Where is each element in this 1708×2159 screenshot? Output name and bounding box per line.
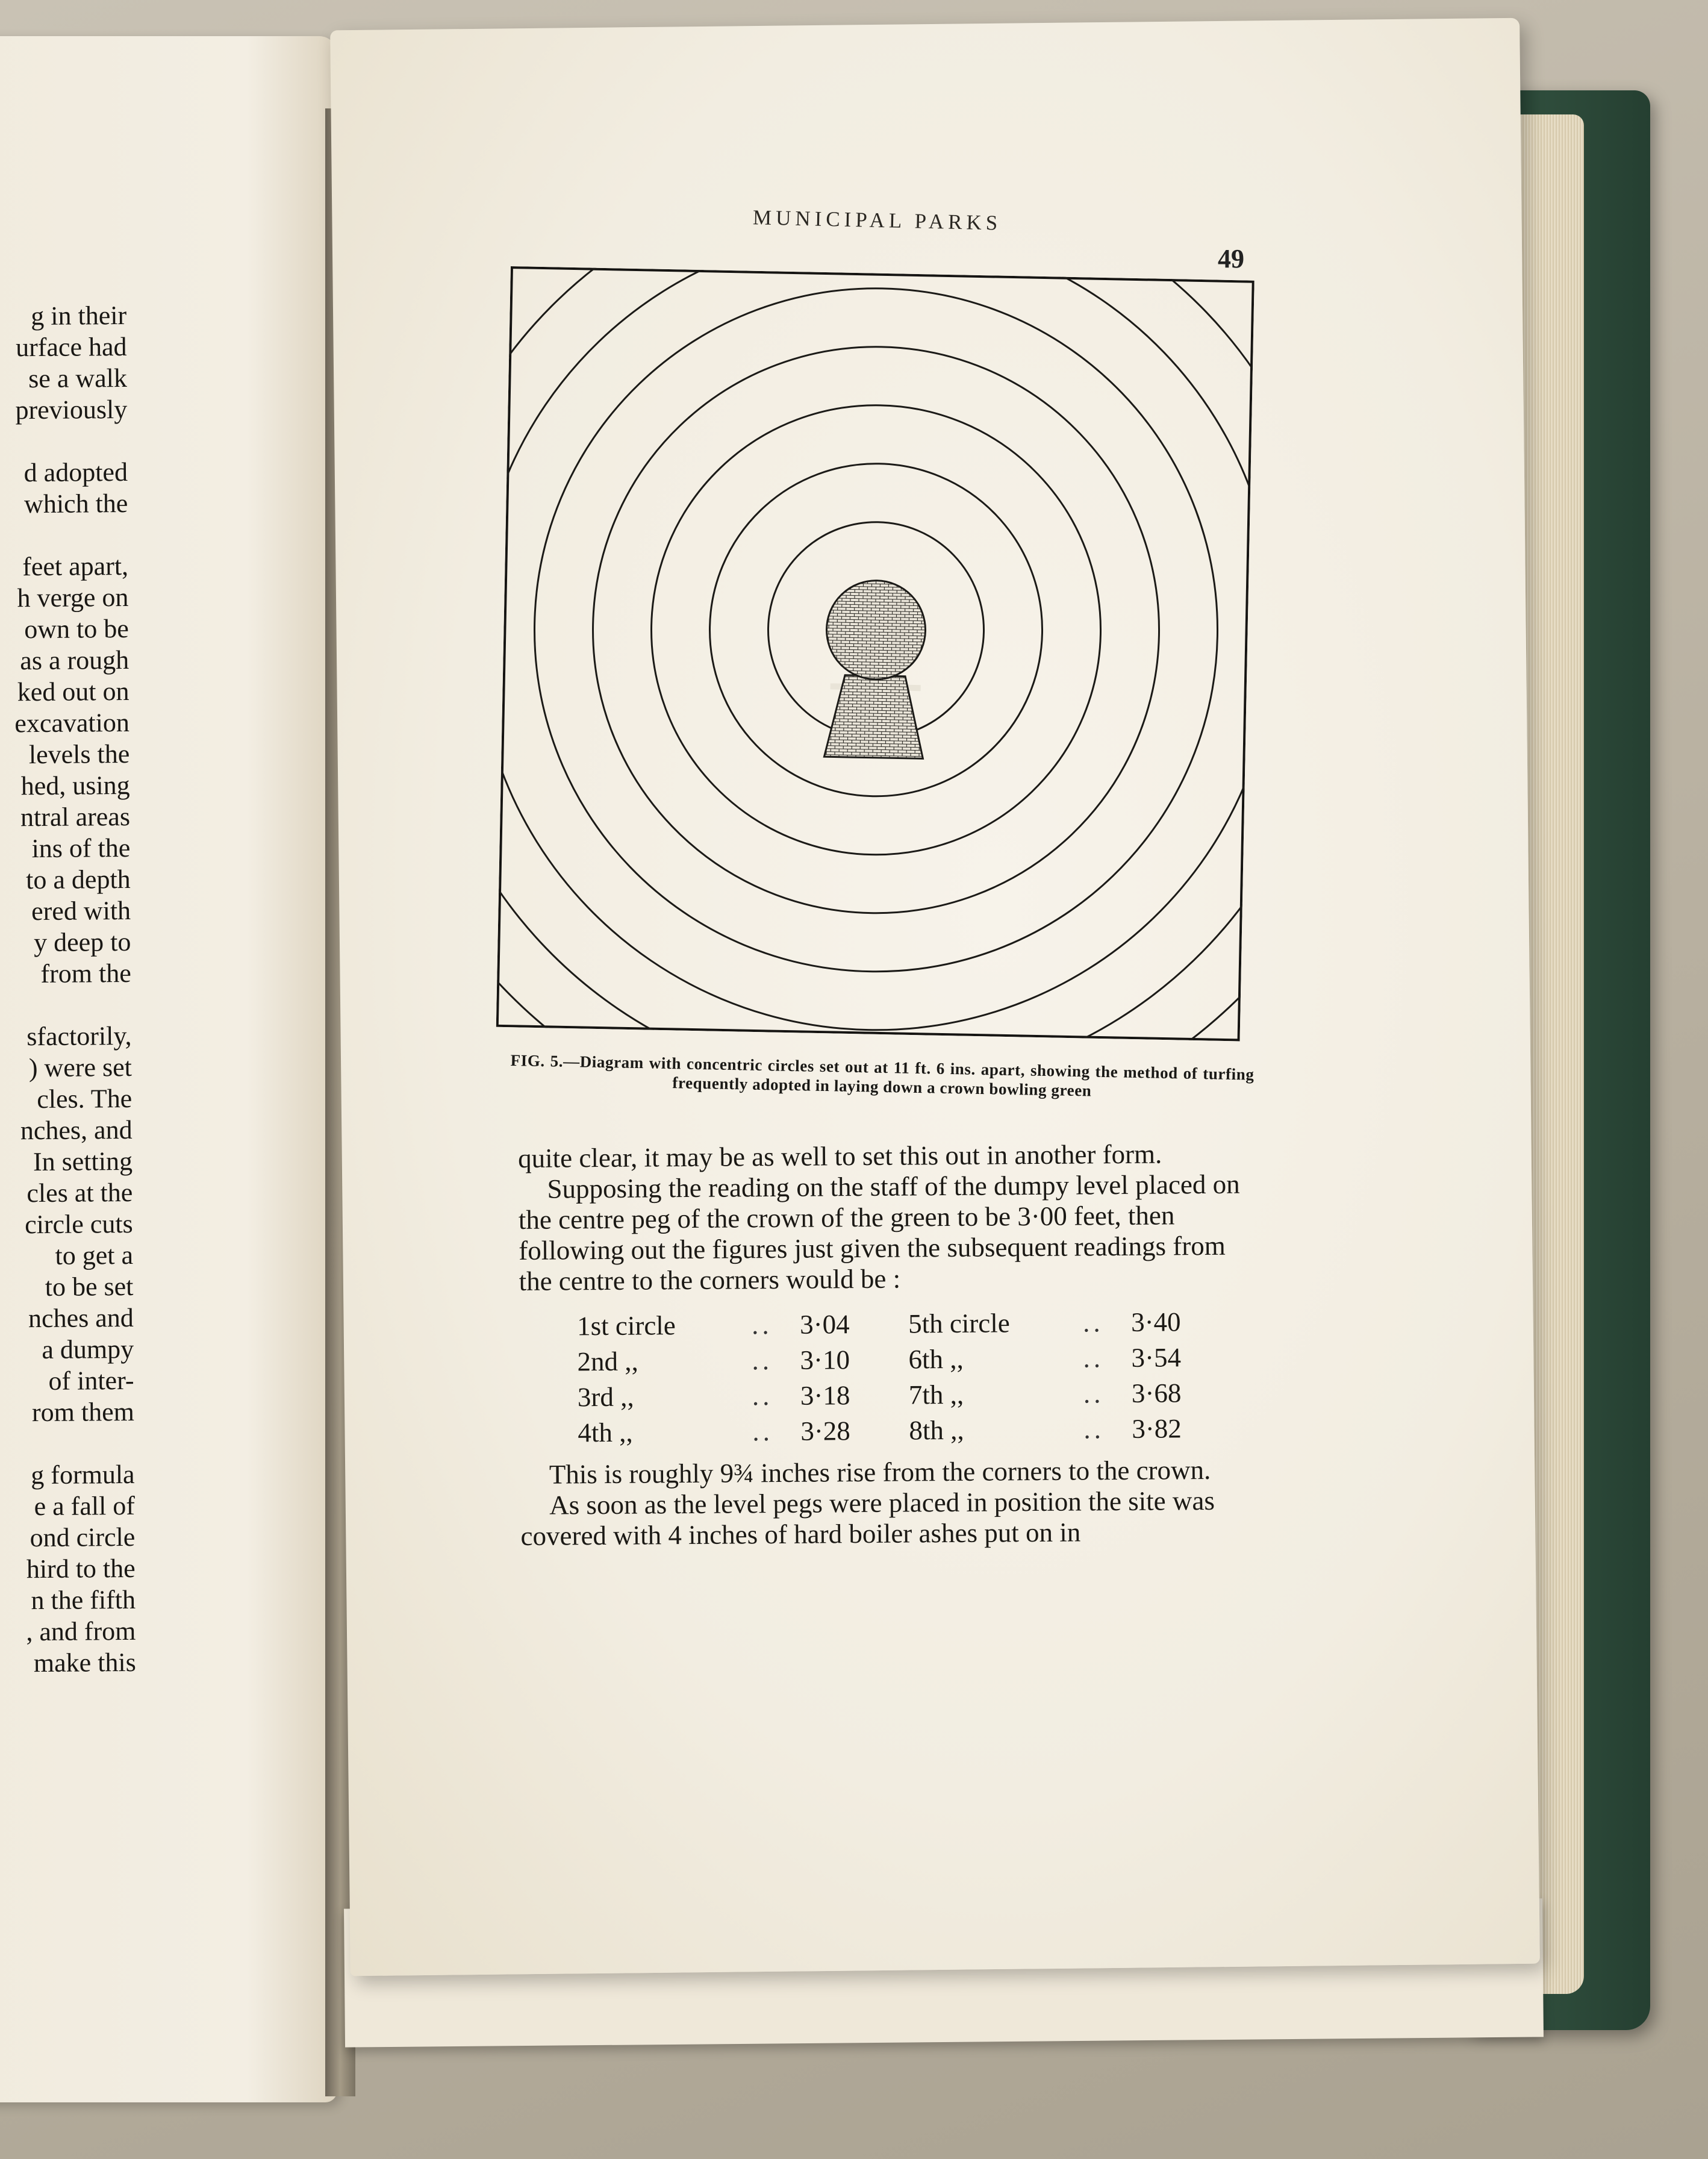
left-page-line: of inter- xyxy=(48,1365,134,1396)
left-page-line: y deep to xyxy=(33,926,131,958)
left-page-line: se a walk xyxy=(28,363,128,394)
left-page-line: d adopted xyxy=(23,457,128,488)
reading-value: 3·10 xyxy=(800,1345,850,1375)
left-page-line: from the xyxy=(40,958,131,989)
left-page-line: ntral areas xyxy=(20,801,131,833)
centre-brick-hub xyxy=(824,580,926,758)
page-number: 49 xyxy=(1218,244,1244,273)
left-page-line: make this xyxy=(33,1647,136,1678)
leader-dots: .. xyxy=(752,1345,773,1376)
left-page-line: g formula xyxy=(31,1459,135,1490)
left-page-line: ond circle xyxy=(30,1522,136,1553)
left-page-line: own to be xyxy=(24,613,129,645)
left-page-line: to get a xyxy=(55,1240,134,1270)
left-page-line: nches, and xyxy=(20,1114,132,1146)
left-page-line: ins of the xyxy=(31,833,131,864)
page-body-text xyxy=(518,1138,1263,1552)
left-page-line xyxy=(5,989,131,1021)
leader-dots: .. xyxy=(752,1381,773,1411)
left-page-line: feet apart, xyxy=(22,551,129,582)
reading-label: 2nd ,, xyxy=(577,1346,638,1377)
reading-value: 3·68 xyxy=(1131,1378,1182,1408)
left-page-line: ered with xyxy=(31,895,131,926)
leader-dots: .. xyxy=(1083,1414,1105,1445)
left-page-line: as a rough xyxy=(20,645,129,676)
paragraph-dumpy-level: Supposing the reading on the staff of the dumpy level placed on the centre peg of the crown of the green to be 3·00 feet, then following out the figures just given the subsequent readings from the centre to the corners would be : xyxy=(518,1169,1240,1296)
running-head: MUNICIPAL PARKS xyxy=(752,205,1002,235)
left-page-line: to a depth xyxy=(26,864,131,895)
figure-caption: FIG. 5.—Diagram with concentric circles set out at 11 ft. 6 ins. apart, showing the method of turfing frequently adopted in laying down a crown bowling green xyxy=(510,1051,1255,1100)
reading-label: 3rd ,, xyxy=(577,1381,634,1413)
left-page-line: circle cuts xyxy=(24,1208,133,1240)
reading-label: 1st circle xyxy=(576,1310,676,1342)
left-page-line: previously xyxy=(15,394,128,425)
reading-label: 6th ,, xyxy=(908,1343,964,1375)
leader-dots: .. xyxy=(752,1416,774,1447)
left-page-line xyxy=(8,1428,134,1460)
reading-label: 4th ,, xyxy=(578,1417,633,1448)
left-page-line: levels the xyxy=(28,739,130,770)
left-page-text-fragment xyxy=(0,300,136,1679)
left-page-line: e a fall of xyxy=(34,1490,136,1522)
left-page-line: urface had xyxy=(15,331,127,363)
reading-value: 3·18 xyxy=(800,1380,850,1411)
left-page-line xyxy=(1,425,127,457)
left-page-line: hed, using xyxy=(20,770,130,801)
left-page-line: ked out on xyxy=(17,676,129,707)
diagram-svg xyxy=(496,266,1255,1041)
left-page-line: which the xyxy=(23,488,128,519)
leader-dots: .. xyxy=(1083,1343,1105,1373)
reading-value: 3·04 xyxy=(799,1309,850,1340)
paragraph-ashes: As soon as the level pegs were placed in position the site was covered with 4 inches of hard boiler ashes put on in xyxy=(520,1485,1215,1551)
left-page-line: ) were set xyxy=(28,1052,132,1083)
left-page-line xyxy=(2,519,128,551)
left-page-line: rom them xyxy=(31,1396,135,1428)
readings-table xyxy=(519,1307,1213,1449)
reading-label: 7th ,, xyxy=(908,1379,964,1410)
left-page-line: excavation xyxy=(14,707,130,739)
reading-label: 8th ,, xyxy=(909,1414,964,1446)
left-page-line: cles at the xyxy=(26,1177,133,1208)
left-page-line: to be set xyxy=(45,1271,134,1302)
reading-label: 5th circle xyxy=(908,1308,1010,1339)
reading-value: 3·82 xyxy=(1132,1413,1182,1444)
paragraph-rise: This is roughly 9¾ inches rise from the corners to the crown. xyxy=(549,1454,1211,1490)
left-page-line: nches and xyxy=(28,1302,134,1334)
reading-value: 3·40 xyxy=(1130,1307,1181,1337)
brick-centre-circle xyxy=(826,580,926,680)
left-page-line: hird to the xyxy=(26,1553,136,1584)
reading-value: 3·54 xyxy=(1131,1342,1182,1373)
left-page-line: sfactorily, xyxy=(26,1020,132,1052)
left-page-line: n the fifth xyxy=(31,1584,136,1616)
left-page-line: In setting xyxy=(33,1146,133,1177)
leader-dots: .. xyxy=(751,1310,773,1340)
concentric-circles-diagram xyxy=(496,266,1255,1041)
left-page-line: g in their xyxy=(31,300,127,331)
left-page-line: cles. The xyxy=(37,1083,132,1114)
left-page-line: a dumpy xyxy=(42,1334,134,1365)
leader-dots: .. xyxy=(1082,1307,1104,1338)
leader-dots: .. xyxy=(1083,1378,1105,1409)
left-page-line: , and from xyxy=(26,1616,136,1647)
reading-value: 3·28 xyxy=(800,1416,851,1446)
left-page-line: h verge on xyxy=(17,582,129,613)
paragraph-continued: quite clear, it may be as well to set this out in another form. xyxy=(518,1139,1162,1173)
